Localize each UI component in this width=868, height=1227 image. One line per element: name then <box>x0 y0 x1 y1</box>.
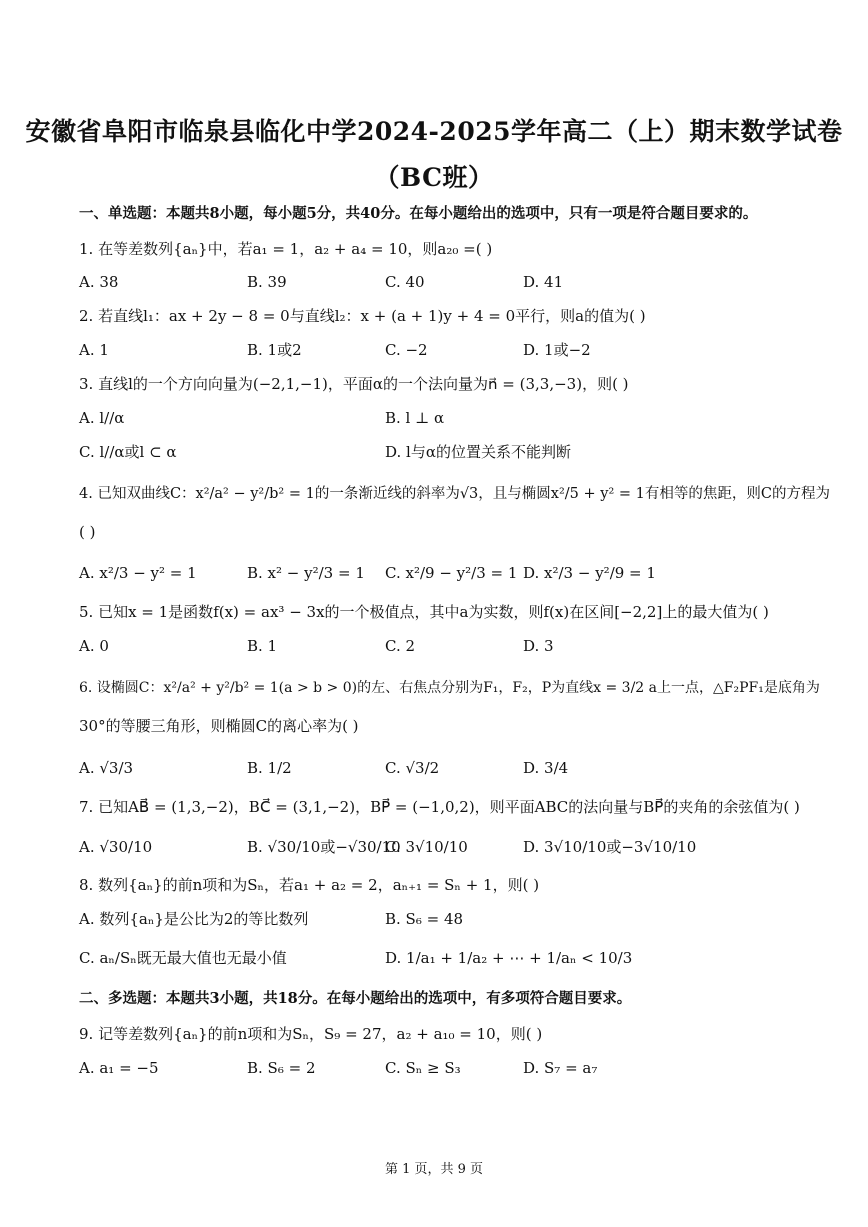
q5-option-b: B. 1 <box>247 637 278 655</box>
q2-option-c: C. −2 <box>385 341 428 359</box>
q5-option-a: A. 0 <box>79 637 109 655</box>
q1-option-c: C. 40 <box>385 273 425 291</box>
q6-option-c: C. √3/2 <box>385 759 440 777</box>
q1-option-d: D. 41 <box>523 273 564 291</box>
q7-option-d: D. 3√10/10或−3√10/10 <box>523 838 697 856</box>
question-5-stem: 5. 已知x = 1是函数f(x) = ax³ − 3x的一个极值点，其中a为实数，则f(x)在区间[−2,2]上的最大值为( ) <box>79 603 769 621</box>
question-6-stem-cont: 30°的等腰三角形，则椭圆C的离心率为( ) <box>79 717 359 735</box>
question-4-stem-cont: ( ) <box>79 523 96 541</box>
question-4-stem: 4. 已知双曲线C：x²/a² − y²/b² = 1的一条渐近线的斜率为√3，且与椭圆x²/5 + y² = 1有相等的焦距，则C的方程为 <box>79 486 830 502</box>
exam-title: 安徽省阜阳市临泉县临化中学2024-2025学年高二（上）期末数学试卷 <box>25 117 843 146</box>
q6-option-b: B. 1/2 <box>247 759 292 777</box>
q9-option-a: A. a₁ = −5 <box>79 1059 159 1077</box>
q8-option-c: C. aₙ/Sₙ既无最大值也无最小值 <box>79 949 287 967</box>
question-2-stem: 2. 若直线l₁：ax + 2y − 8 = 0与直线l₂：x + (a + 1)y + 4 = 0平行，则a的值为( ) <box>79 307 646 325</box>
q4-option-d: D. x²/3 − y²/9 = 1 <box>523 564 656 582</box>
q8-option-d: D. 1/a₁ + 1/a₂ + ⋯ + 1/aₙ < 10/3 <box>385 949 633 967</box>
q7-option-a: A. √30/10 <box>79 838 153 856</box>
question-8-stem: 8. 数列{aₙ}的前n项和为Sₙ，若a₁ + a₂ = 2，aₙ₊₁ = Sₙ + 1，则( ) <box>79 876 540 894</box>
q2-option-b: B. 1或2 <box>247 341 302 359</box>
q8-option-b: B. S₆ = 48 <box>385 910 464 928</box>
q4-option-a: A. x²/3 − y² = 1 <box>79 564 197 582</box>
q6-option-d: D. 3/4 <box>523 759 569 777</box>
q4-option-c: C. x²/9 − y²/3 = 1 <box>385 564 518 582</box>
q1-option-a: A. 38 <box>79 273 119 291</box>
q2-option-d: D. 1或−2 <box>523 341 591 359</box>
q3-option-b: B. l ⊥ α <box>385 409 445 427</box>
q9-option-b: B. S₆ = 2 <box>247 1059 316 1077</box>
q2-option-a: A. 1 <box>79 341 109 359</box>
page-number-footer: 第 1 页，共 9 页 <box>384 1162 484 1177</box>
question-7-stem: 7. 已知AB⃗ = (1,3,−2)，BC⃗ = (3,1,−2)，BP⃗ = (−1,0,2)，则平面ABC的法向量与BP⃗的夹角的余弦值为( ) <box>79 798 800 816</box>
q7-option-c: C. 3√10/10 <box>385 838 468 856</box>
q3-option-d: D. l与α的位置关系不能判断 <box>385 443 571 461</box>
section-single-choice-header: 一、单选题：本题共8小题，每小题5分，共40分。在每小题给出的选项中，只有一项是符合题目要求的。 <box>79 205 758 222</box>
q3-option-a: A. l//α <box>79 409 125 427</box>
q4-option-b: B. x² − y²/3 = 1 <box>247 564 365 582</box>
question-6-stem: 6. 设椭圆C：x²/a² + y²/b² = 1(a > b > 0)的左、右焦点分别为F₁，F₂，P为直线x = 3/2 a上一点，△F₂PF₁是底角为 <box>79 680 820 696</box>
q3-option-c: C. l//α或l ⊂ α <box>79 443 177 461</box>
question-3-stem: 3. 直线l的一个方向向量为(−2,1,−1)，平面α的一个法向量为n⃗ = (3,3,−3)，则( ) <box>79 375 629 393</box>
question-9-stem: 9. 记等差数列{aₙ}的前n项和为Sₙ，S₉ = 27，a₂ + a₁₀ = 10，则( ) <box>79 1025 543 1043</box>
exam-title-class: （BC班） <box>374 163 494 192</box>
q1-option-b: B. 39 <box>247 273 287 291</box>
q7-option-b: B. √30/10或−√30/10 <box>247 838 401 856</box>
q5-option-d: D. 3 <box>523 637 554 655</box>
section-multiple-choice-header: 二、多选题：本题共3小题，共18分。在每小题给出的选项中，有多项符合题目要求。 <box>79 990 632 1007</box>
q8-option-a: A. 数列{aₙ}是公比为2的等比数列 <box>79 910 309 928</box>
q9-option-c: C. Sₙ ≥ S₃ <box>385 1059 461 1077</box>
q9-option-d: D. S₇ = a₇ <box>523 1059 598 1077</box>
question-1-stem: 1. 在等差数列{aₙ}中，若a₁ = 1，a₂ + a₄ = 10，则a₂₀ =( ) <box>79 240 493 258</box>
q6-option-a: A. √3/3 <box>79 759 134 777</box>
q5-option-c: C. 2 <box>385 637 416 655</box>
